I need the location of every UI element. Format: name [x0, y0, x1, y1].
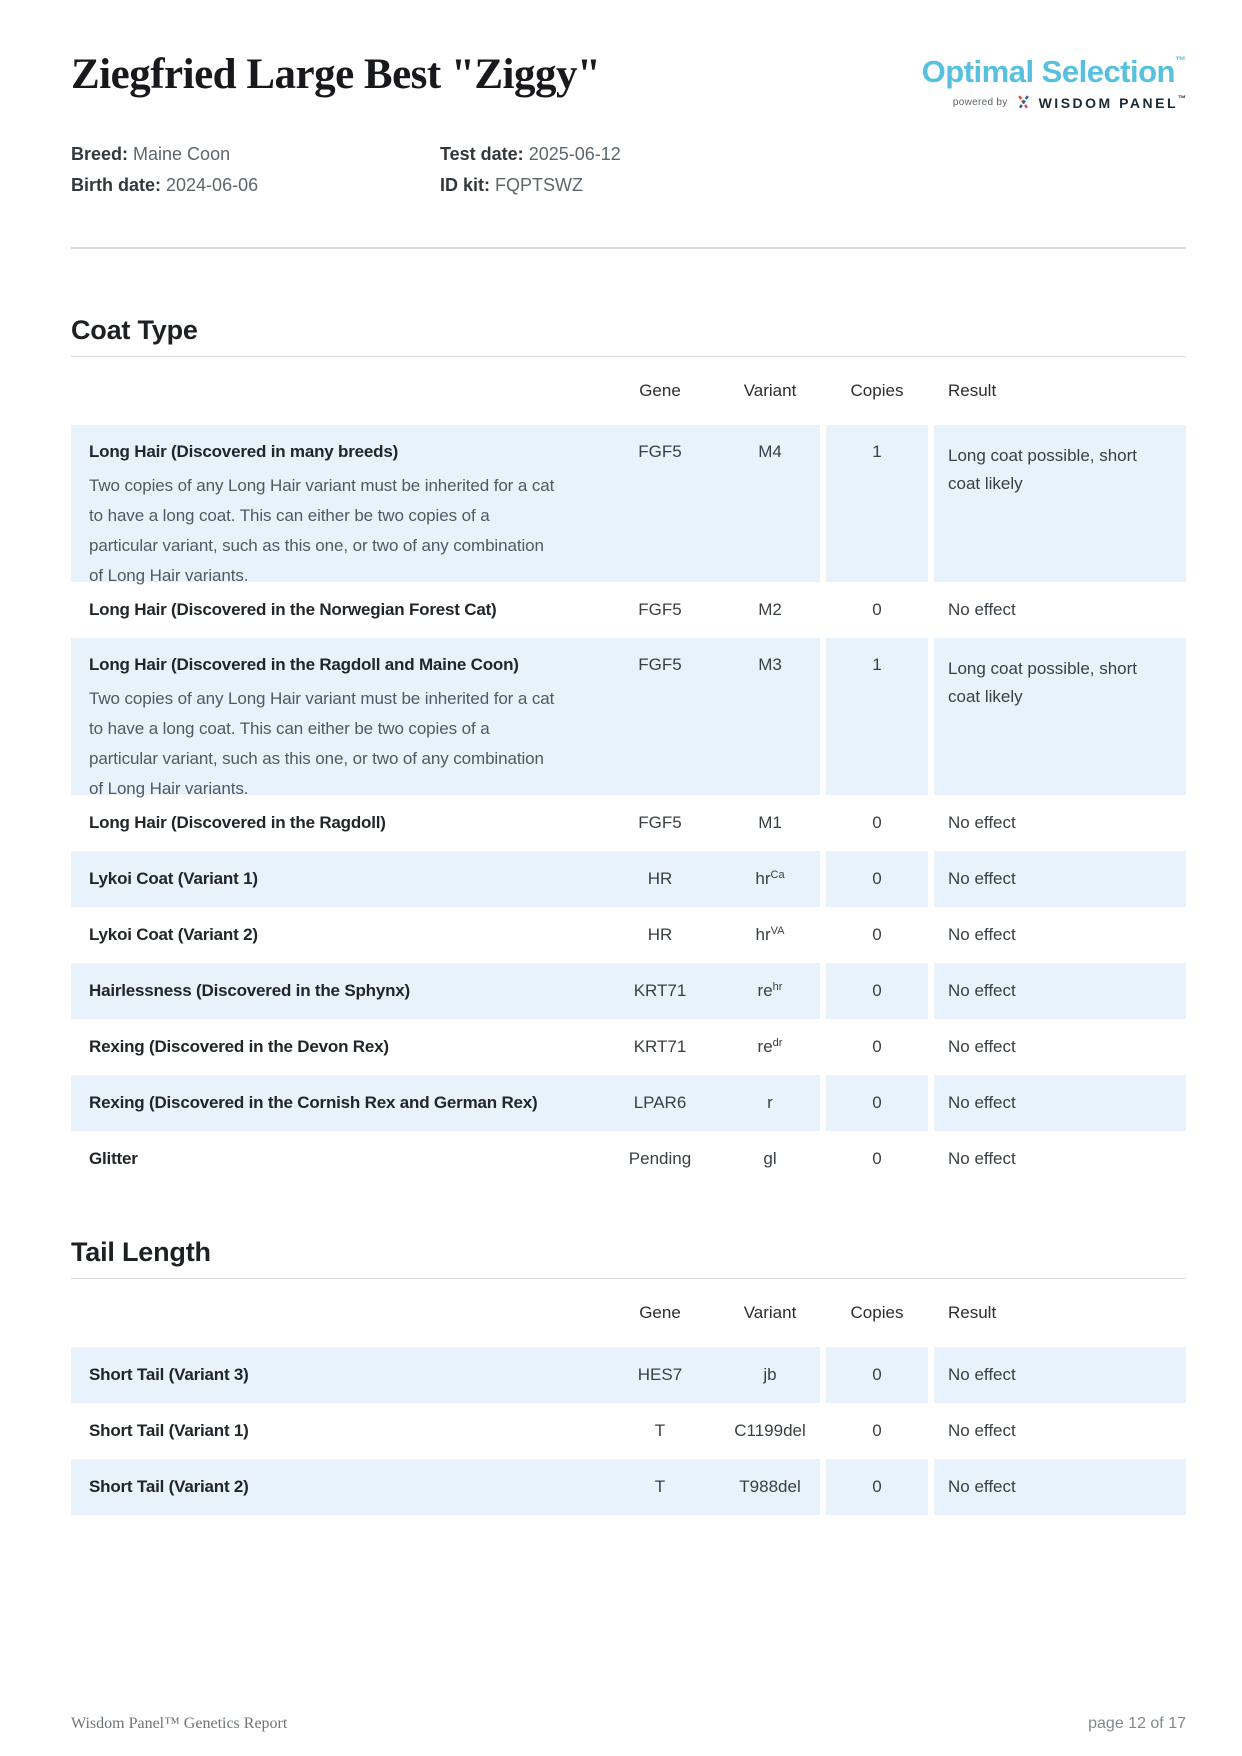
result-value: No effect — [948, 1421, 1016, 1440]
variant-base: re — [757, 1037, 773, 1056]
trait-cell — [71, 1147, 600, 1171]
trait-name: Long Hair (Discovered in the Ragdoll and Maine Coon) — [89, 655, 519, 674]
brand-name: Optimal Selection — [921, 54, 1175, 89]
gene-value: T — [654, 1421, 666, 1440]
trait-cell — [71, 1419, 600, 1443]
variant-base: M1 — [758, 813, 782, 832]
result-value: No effect — [948, 1365, 1016, 1384]
footer-page-number: page 12 of 17 — [1088, 1715, 1186, 1732]
table-row — [71, 1403, 1186, 1459]
variant-value — [720, 1149, 820, 1169]
result-cell — [934, 1131, 1186, 1187]
variant-base: hr — [755, 869, 771, 888]
table-row — [71, 1459, 1186, 1515]
trait-cell — [71, 923, 600, 947]
page-title: Ziegfried Large Best "Ziggy" — [71, 51, 601, 98]
gene-value: Pending — [628, 1149, 692, 1168]
gene-value: FGF5 — [638, 442, 682, 461]
table-header-row — [71, 357, 1186, 425]
birth-date-label: Birth date: — [71, 175, 161, 195]
variant-base: hr — [755, 925, 771, 944]
gene-value: HR — [647, 925, 673, 944]
trait-cell — [71, 867, 600, 891]
row-main-block — [71, 963, 820, 1019]
variant-value — [720, 425, 820, 462]
row-main-block — [71, 851, 820, 907]
gene-value: FGF5 — [638, 813, 682, 832]
header-block — [71, 1303, 820, 1323]
meta-column-left — [71, 139, 440, 201]
powered-by-row — [922, 94, 1186, 111]
dna-helix-icon — [1015, 94, 1032, 111]
test-date-value: 2025-06-12 — [528, 144, 621, 164]
variant-base: r — [767, 1093, 773, 1112]
id-kit-value: FQPTSWZ — [495, 175, 584, 195]
partner-name: WISDOM PANEL — [1038, 95, 1178, 111]
trait-cell — [71, 1035, 600, 1059]
variant-value — [720, 1093, 820, 1113]
header-divider — [71, 247, 1186, 249]
column-header-gene: Gene — [639, 1303, 681, 1322]
gene-value: HES7 — [637, 1365, 683, 1384]
trait-sections — [71, 313, 1186, 1515]
row-main-block — [71, 1403, 820, 1459]
row-main-block — [71, 638, 820, 798]
trait-section — [71, 313, 1186, 1187]
variant-value — [720, 813, 820, 833]
trait-cell — [71, 425, 600, 591]
variant-superscript: hr — [772, 981, 783, 993]
table-row — [71, 907, 1186, 963]
column-header-copies: Copies — [850, 1303, 904, 1322]
copies-value: 0 — [826, 963, 928, 1019]
result-cell — [934, 638, 1186, 795]
row-main-block — [71, 1131, 820, 1187]
table-row — [71, 795, 1186, 851]
result-cell — [934, 1347, 1186, 1403]
result-cell — [934, 1403, 1186, 1459]
id-kit-label: ID kit: — [440, 175, 491, 195]
trademark-symbol: ™ — [1178, 94, 1186, 103]
trait-cell — [71, 1363, 600, 1387]
trait-cell — [71, 598, 600, 622]
pet-meta — [71, 139, 1186, 201]
section-heading: Tail Length — [71, 1237, 211, 1267]
trait-cell — [71, 1475, 600, 1499]
variant-value — [720, 600, 820, 620]
trait-cell — [71, 811, 600, 835]
variant-base: M4 — [758, 442, 782, 461]
header-block — [71, 381, 820, 401]
gene-value: FGF5 — [638, 600, 682, 619]
column-header-variant: Variant — [743, 381, 797, 400]
result-cell — [934, 1459, 1186, 1515]
variant-value — [720, 1037, 820, 1057]
table-row — [71, 1347, 1186, 1403]
table-row — [71, 582, 1186, 638]
table-row — [71, 1019, 1186, 1075]
breed-label: Breed: — [71, 144, 129, 164]
trait-name: Rexing (Discovered in the Cornish Rex and German Rex) — [89, 1093, 538, 1112]
meta-column-right — [440, 139, 621, 201]
result-value: Long coat possible, short coat likely — [948, 659, 1138, 706]
wisdom-panel-wordmark — [1039, 94, 1186, 111]
table-row — [71, 638, 1186, 798]
copies-value: 0 — [872, 925, 882, 944]
trademark-symbol: ™ — [1175, 55, 1186, 67]
copies-value: 0 — [872, 1421, 882, 1440]
variant-value — [720, 869, 820, 889]
table-row — [71, 851, 1186, 907]
trait-section — [71, 1235, 1186, 1515]
copies-value: 0 — [872, 813, 882, 832]
trait-cell — [71, 1091, 600, 1115]
table-row — [71, 1075, 1186, 1131]
gene-value: FGF5 — [638, 655, 682, 674]
copies-value: 1 — [826, 638, 928, 795]
result-value: No effect — [948, 813, 1016, 832]
variant-base: M2 — [758, 600, 782, 619]
variant-value — [720, 1365, 820, 1385]
optimal-selection-wordmark — [922, 56, 1186, 87]
table-row — [71, 1131, 1186, 1187]
trait-name: Long Hair (Discovered in the Norwegian Forest Cat) — [89, 600, 497, 619]
column-header-result: Result — [948, 1303, 997, 1322]
birth-date-value: 2024-06-06 — [166, 175, 259, 195]
result-cell — [934, 425, 1186, 582]
variant-superscript: Ca — [770, 869, 785, 881]
row-main-block — [71, 1347, 820, 1403]
result-value: No effect — [948, 925, 1016, 944]
variant-value — [720, 981, 820, 1001]
variant-base: T988del — [739, 1477, 801, 1496]
footer-report-name: Wisdom Panel™ Genetics Report — [71, 1715, 288, 1732]
column-header-gene: Gene — [639, 381, 681, 400]
row-main-block — [71, 1075, 820, 1131]
trait-cell — [71, 979, 600, 1003]
result-cell — [934, 582, 1186, 638]
brand-logo — [922, 50, 1186, 111]
trait-cell — [71, 638, 600, 804]
breed-value: Maine Coon — [133, 144, 231, 164]
column-header-result: Result — [948, 381, 997, 400]
result-value: No effect — [948, 869, 1016, 888]
gene-value: T — [654, 1477, 666, 1496]
row-main-block — [71, 907, 820, 963]
variant-base: jb — [763, 1365, 777, 1384]
result-value: No effect — [948, 600, 1016, 619]
column-header-variant: Variant — [743, 1303, 797, 1322]
section-heading: Coat Type — [71, 315, 198, 345]
result-cell — [934, 1075, 1186, 1131]
variant-value — [720, 1421, 820, 1441]
copies-value: 0 — [826, 1459, 928, 1515]
table-row — [71, 425, 1186, 585]
column-header-copies: Copies — [850, 381, 904, 400]
result-cell — [934, 795, 1186, 851]
result-value: Long coat possible, short coat likely — [948, 446, 1138, 493]
trait-name: Glitter — [89, 1149, 138, 1168]
test-date-label: Test date: — [440, 144, 524, 164]
variant-superscript: dr — [772, 1037, 783, 1049]
row-main-block — [71, 425, 820, 585]
gene-value: LPAR6 — [633, 1093, 687, 1112]
result-value: No effect — [948, 1093, 1016, 1112]
trait-name: Hairlessness (Discovered in the Sphynx) — [89, 981, 410, 1000]
trait-name: Long Hair (Discovered in many breeds) — [89, 442, 399, 461]
copies-value: 0 — [826, 1075, 928, 1131]
result-cell — [934, 1019, 1186, 1075]
copies-value: 0 — [872, 600, 882, 619]
copies-value: 0 — [826, 851, 928, 907]
trait-name: Long Hair (Discovered in the Ragdoll) — [89, 813, 386, 832]
trait-description: Two copies of any Long Hair variant must be inherited for a cat to have a long coat. This can either be two copies of a particular variant, such as this one, or two of any combination of Long Hair variants. — [89, 476, 555, 585]
result-cell — [934, 963, 1186, 1019]
variant-value — [720, 638, 820, 675]
trait-name: Short Tail (Variant 1) — [89, 1421, 249, 1440]
row-main-block — [71, 1019, 820, 1075]
result-value: No effect — [948, 1037, 1016, 1056]
result-value: No effect — [948, 981, 1016, 1000]
trait-description: Two copies of any Long Hair variant must be inherited for a cat to have a long coat. This can either be two copies of a particular variant, such as this one, or two of any combination of Long Hair variants. — [89, 689, 555, 798]
copies-value: 0 — [872, 1149, 882, 1168]
variant-base: C1199del — [734, 1421, 806, 1440]
row-main-block — [71, 795, 820, 851]
meta-test-date — [440, 139, 621, 170]
copies-value: 0 — [826, 1347, 928, 1403]
powered-by-label: powered by — [952, 97, 1008, 108]
row-main-block — [71, 582, 820, 638]
variant-base: gl — [763, 1149, 777, 1168]
variant-base: re — [757, 981, 773, 1000]
result-cell — [934, 851, 1186, 907]
result-cell — [934, 907, 1186, 963]
variant-value — [720, 925, 820, 945]
copies-value: 0 — [872, 1037, 882, 1056]
result-value: No effect — [948, 1477, 1016, 1496]
copies-value: 1 — [826, 425, 928, 582]
result-value: No effect — [948, 1149, 1016, 1168]
trait-name: Short Tail (Variant 2) — [89, 1477, 249, 1496]
trait-name: Rexing (Discovered in the Devon Rex) — [89, 1037, 389, 1056]
gene-value: KRT71 — [633, 981, 687, 1000]
gene-value: KRT71 — [633, 1037, 687, 1056]
page-footer — [71, 1715, 1186, 1733]
meta-breed — [71, 139, 440, 170]
report-header — [71, 0, 1186, 111]
table-row — [71, 963, 1186, 1019]
meta-birth-date — [71, 170, 440, 201]
row-main-block — [71, 1459, 820, 1515]
table-header-row — [71, 1279, 1186, 1347]
variant-base: M3 — [758, 655, 782, 674]
meta-id-kit — [440, 170, 621, 201]
trait-name: Short Tail (Variant 3) — [89, 1365, 249, 1384]
trait-name: Lykoi Coat (Variant 2) — [89, 925, 258, 944]
trait-name: Lykoi Coat (Variant 1) — [89, 869, 258, 888]
gene-value: HR — [647, 869, 673, 888]
variant-value — [720, 1477, 820, 1497]
variant-superscript: VA — [770, 925, 785, 937]
